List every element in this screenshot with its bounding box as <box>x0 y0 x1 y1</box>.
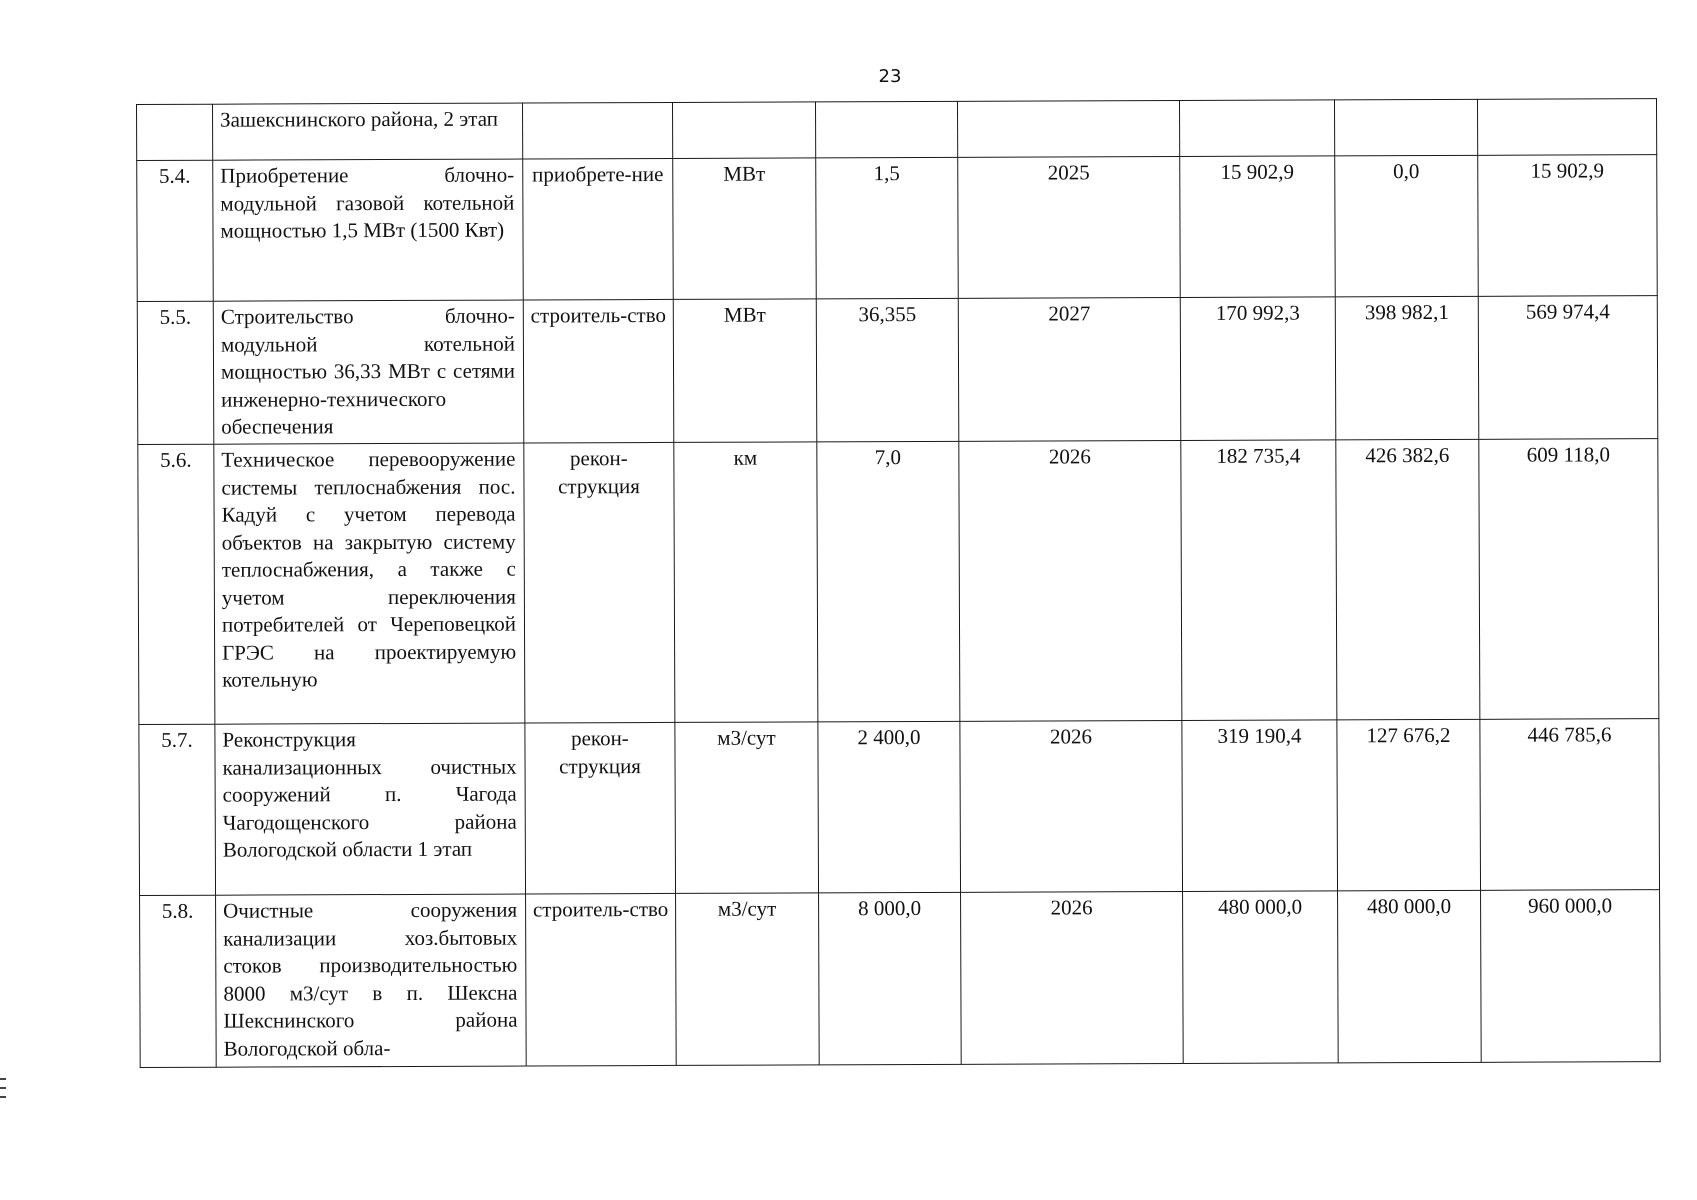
cell-value-3: 609 118,0 <box>1479 439 1659 720</box>
cell-object-name: Зашекснинского района, 2 этап <box>213 103 523 160</box>
cell-capacity: 1,5 <box>816 157 959 299</box>
cell-unit: км <box>674 442 818 723</box>
cell-number: 5.7. <box>139 724 216 895</box>
cell-value-2: 0,0 <box>1335 155 1479 297</box>
cell-object-name: Строительство блочно-модульной котельной мощностью 36,33 МВт с сетями инженерно-технического обеспечения <box>213 300 524 444</box>
table-row <box>139 719 1660 896</box>
cell-work-type: строитель-ство <box>523 299 674 443</box>
cell-unit: м3/сут <box>675 722 819 894</box>
investment-table <box>136 98 1661 1068</box>
cell-number: 5.4. <box>137 160 214 301</box>
cell-work-type: рекон-струкция <box>525 722 676 894</box>
cell-number <box>137 104 213 160</box>
cell-value-2 <box>1334 99 1477 156</box>
cell-value-2: 426 382,6 <box>1336 439 1480 720</box>
table-row <box>138 439 1659 725</box>
table-row <box>137 296 1658 445</box>
margin-mark <box>0 1078 6 1080</box>
cell-year: 2026 <box>961 891 1184 1064</box>
cell-object-name: Техническое перевооружение системы теплоснабжения пос. Кадуй с учетом перевода объектов на закрытую систему теплоснабжения, а также с учетом переключения потребителей от Череповецкой ГРЭС на проектируемую котельную <box>214 443 525 724</box>
cell-value-3 <box>1477 99 1656 156</box>
margin-mark <box>0 1087 6 1089</box>
cell-capacity: 7,0 <box>817 441 960 722</box>
cell-value-3: 15 902,9 <box>1478 155 1658 297</box>
cell-value-2: 127 676,2 <box>1337 719 1481 891</box>
cell-value-1: 319 190,4 <box>1182 720 1338 892</box>
cell-unit <box>672 102 815 159</box>
cell-value-2: 480 000,0 <box>1338 890 1482 1063</box>
cell-object-name: Приобретение блочно-модульной газовой котельной мощностью 1,5 МВт (1500 Квт) <box>213 159 524 301</box>
cell-year <box>957 100 1179 157</box>
page-number: 23 <box>878 66 902 87</box>
cell-capacity <box>815 101 957 158</box>
cell-value-3: 960 000,0 <box>1481 890 1661 1063</box>
cell-work-type: приобрете-ние <box>523 158 674 300</box>
table-row <box>137 155 1658 302</box>
cell-unit: МВт <box>673 299 817 443</box>
cell-year: 2027 <box>958 297 1181 441</box>
margin-mark <box>0 1096 6 1098</box>
cell-work-type <box>522 102 672 159</box>
table-row <box>137 99 1657 161</box>
cell-work-type: строитель-ство <box>526 893 677 1066</box>
cell-unit: МВт <box>673 158 817 300</box>
cell-value-1 <box>1179 100 1334 157</box>
cell-year: 2026 <box>959 440 1182 721</box>
cell-value-1: 182 735,4 <box>1181 440 1337 721</box>
cell-year: 2025 <box>958 156 1181 298</box>
cell-value-1: 170 992,3 <box>1180 297 1336 441</box>
cell-capacity: 8 000,0 <box>819 892 962 1065</box>
cell-value-3: 569 974,4 <box>1478 296 1658 440</box>
cell-capacity: 2 400,0 <box>818 721 961 893</box>
cell-number: 5.6. <box>138 444 215 724</box>
cell-value-1: 480 000,0 <box>1183 891 1339 1064</box>
cell-year: 2026 <box>960 720 1183 892</box>
table-row <box>140 890 1661 1068</box>
cell-value-3: 446 785,6 <box>1480 719 1660 891</box>
cell-object-name: Реконструкция канализационных очистных сооружений п. Чагода Чагодощенского района Вологодской области 1 этап <box>215 723 526 895</box>
cell-number: 5.8. <box>140 895 217 1067</box>
cell-work-type: рекон-струкция <box>524 442 675 723</box>
cell-capacity: 36,355 <box>816 298 959 442</box>
cell-unit: м3/сут <box>676 893 820 1066</box>
cell-object-name: Очистные сооружения канализации хоз.бытовых стоков производительностью 8000 м3/сут в п. Шексна Шекснинского района Вологодской обла- <box>216 894 527 1067</box>
cell-value-1: 15 902,9 <box>1180 156 1336 298</box>
cell-value-2: 398 982,1 <box>1335 296 1479 440</box>
cell-number: 5.5. <box>137 301 214 444</box>
